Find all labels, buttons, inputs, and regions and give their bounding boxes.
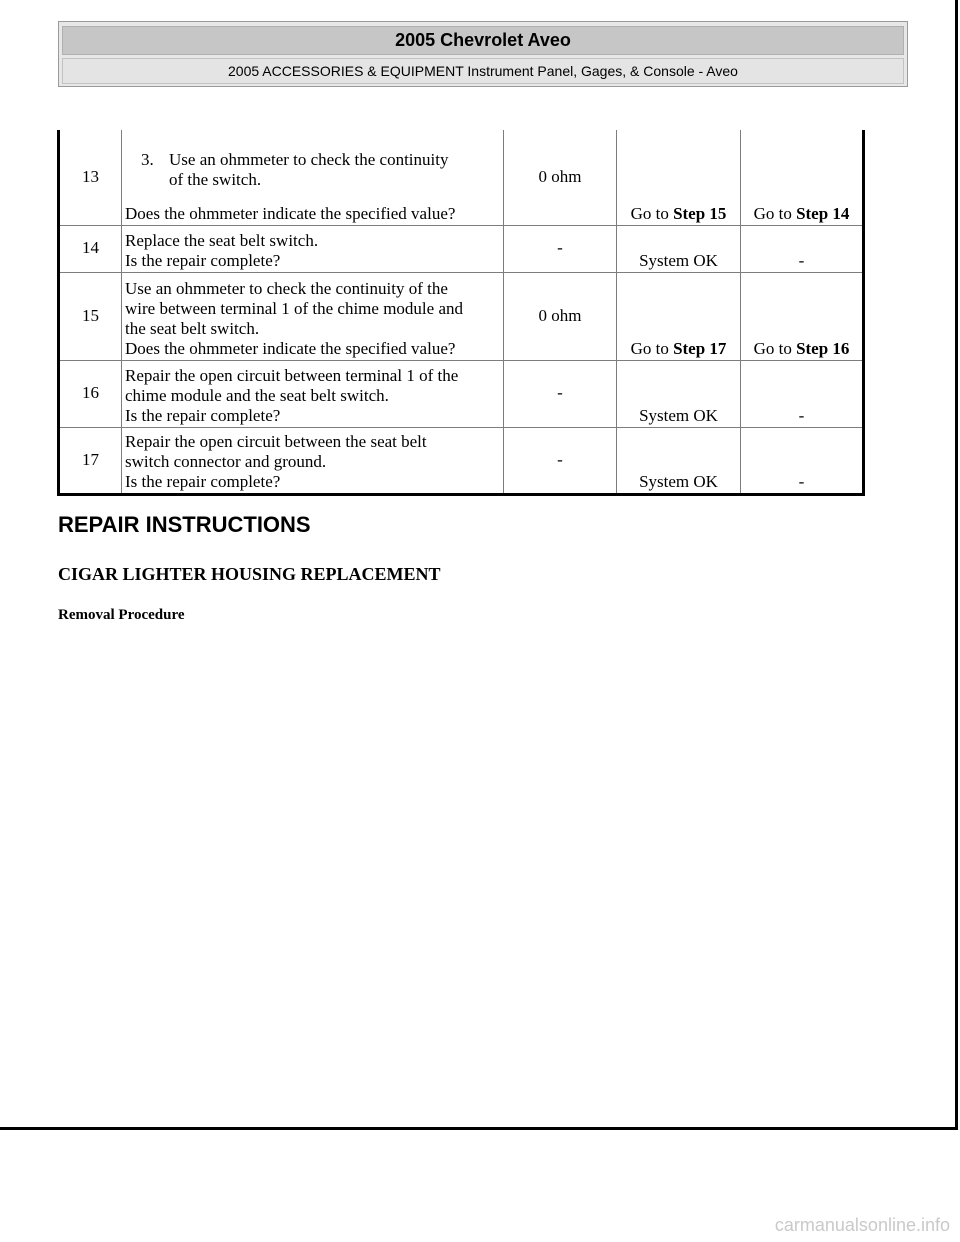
action-text: wire between terminal 1 of the chime module and (125, 298, 463, 318)
section-title: REPAIR INSTRUCTIONS (58, 512, 311, 537)
action-text: chime module and the seat belt switch. (125, 385, 389, 405)
question-text: Is the repair complete? (125, 250, 281, 270)
action-cell (122, 360, 504, 427)
yes-cell (617, 130, 741, 225)
no-step-link[interactable]: Step 16 (796, 338, 850, 358)
action-text: of the switch. (169, 169, 262, 189)
page-frame-right (955, 0, 958, 1130)
action-cell (122, 272, 504, 360)
list-number: 3. (141, 149, 154, 169)
action-text: Repair the open circuit between the seat belt (125, 431, 427, 451)
diagnostic-table (57, 130, 865, 496)
no-cell: - (741, 225, 864, 272)
yes-cell: System OK (617, 360, 741, 427)
question-text: Does the ohmmeter indicate the specified value? (125, 338, 456, 358)
no-cell (741, 272, 864, 360)
no-step-link[interactable]: Step 14 (796, 203, 850, 223)
yes-prefix: Go to (630, 203, 674, 223)
action-cell (122, 427, 504, 494)
step-number: 13 (59, 130, 122, 225)
step-number: 17 (59, 427, 122, 494)
no-cell: - (741, 427, 864, 494)
action-cell (122, 130, 504, 225)
table-row (59, 130, 864, 225)
question-text: Is the repair complete? (125, 471, 281, 491)
yes-step-link[interactable]: Step 15 (673, 203, 727, 223)
action-text: Use an ohmmeter to check the continuity (169, 149, 449, 169)
subsection-title: CIGAR LIGHTER HOUSING REPLACEMENT (58, 564, 441, 584)
page-frame-bottom (0, 1127, 958, 1130)
no-prefix: Go to (753, 203, 797, 223)
value-cell: - (504, 225, 617, 272)
yes-step-link[interactable]: Step 17 (673, 338, 727, 358)
value-cell: - (504, 427, 617, 494)
numbered-step (125, 150, 500, 190)
document-title: 2005 Chevrolet Aveo (62, 26, 904, 55)
action-text: Repair the open circuit between terminal 1 of the (125, 365, 459, 385)
table-row (59, 360, 864, 427)
value-cell: 0 ohm (504, 272, 617, 360)
yes-cell: System OK (617, 427, 741, 494)
action-cell (122, 225, 504, 272)
watermark-text: carmanualsonline.info (774, 1215, 950, 1235)
no-cell (741, 130, 864, 225)
step-number: 15 (59, 272, 122, 360)
yes-cell (617, 272, 741, 360)
action-text: the seat belt switch. (125, 318, 260, 338)
yes-prefix: Go to (630, 338, 674, 358)
step-number: 16 (59, 360, 122, 427)
step-number: 14 (59, 225, 122, 272)
value-cell: - (504, 360, 617, 427)
question-text: Is the repair complete? (125, 405, 281, 425)
action-text: Replace the seat belt switch. (125, 230, 319, 250)
table-row (59, 225, 864, 272)
procedure-title: Removal Procedure (58, 607, 185, 623)
yes-cell: System OK (617, 225, 741, 272)
value-cell: 0 ohm (504, 130, 617, 225)
no-cell: - (741, 360, 864, 427)
action-text: Use an ohmmeter to check the continuity of the (125, 278, 448, 298)
document-subtitle: 2005 ACCESSORIES & EQUIPMENT Instrument Panel, Gages, & Console - Aveo (62, 58, 904, 84)
question-text: Does the ohmmeter indicate the specified value? (125, 203, 456, 223)
no-prefix: Go to (753, 338, 797, 358)
document-header (58, 21, 908, 87)
action-text: switch connector and ground. (125, 451, 327, 471)
table-row (59, 272, 864, 360)
table-row (59, 427, 864, 494)
